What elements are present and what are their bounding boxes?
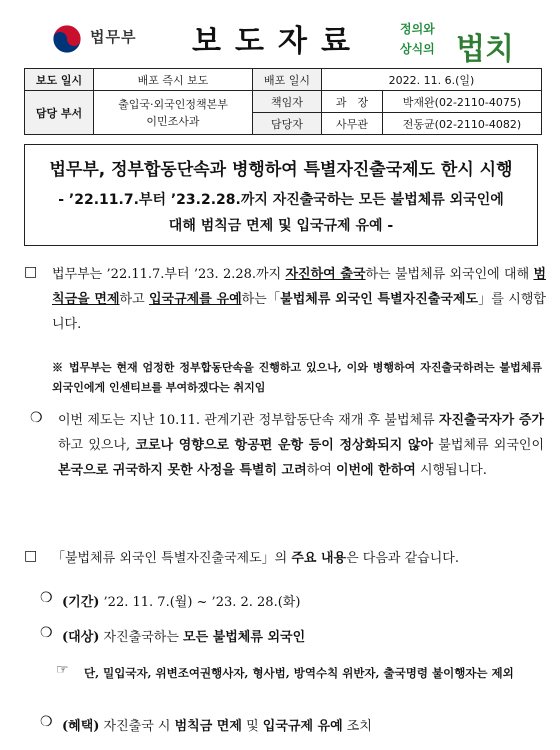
emphasis-run: 자진하여 출국 <box>285 267 366 282</box>
press-header <box>20 14 544 68</box>
emphasis-run: 불법체류 외국인 특별자진출국제도 <box>280 292 478 307</box>
text-run: 하여 <box>306 463 336 478</box>
item-label: (대상) <box>62 630 100 645</box>
ministry-name: 법무부 <box>90 28 137 46</box>
headline: 법무부, 정부합동단속과 병행하여 특별자진출국제도 한시 시행 <box>49 160 513 180</box>
text-run: 은 다음과 같습니다. <box>346 551 459 566</box>
item-benefit <box>62 715 372 734</box>
note-text: ※ 법무부는 현재 엄정한 정부합동단속을 진행하고 있으나, 이와 병행하여 자진출국하려는 불법체류 외국인에게 인센티브를 부여하겠다는 취지임 <box>52 361 542 394</box>
headline-box <box>24 144 538 246</box>
circle-bullet-icon: ❍ <box>40 714 53 730</box>
emphasis-run: 입국규제를 유예 <box>148 292 242 307</box>
release-info-table <box>24 68 542 135</box>
resp-contact: 박재완(02-2110-4075) <box>383 91 542 113</box>
dist-label: 배포 일시 <box>253 69 322 91</box>
exception-note: 단, 밀입국자, 위변조여권행사자, 형사범, 방역수칙 위반자, 출국명령 불이행자는 제외 <box>84 666 514 680</box>
emphasis-run: 본국으로 귀국하지 못한 사정을 특별히 고려 <box>58 463 307 478</box>
dept-line2: 이민조사과 <box>146 114 200 128</box>
text-run: 하는 불법체류 외국인에 대해 <box>365 267 534 282</box>
emphasis-run: 자진출국자가 증가 <box>438 413 544 428</box>
item-label: (혜택) <box>62 719 100 734</box>
pointing-hand-icon: ☞ <box>56 662 69 678</box>
slogan-logo <box>386 18 536 67</box>
mgr-contact: 전동균(02-2110-4082) <box>383 113 542 135</box>
emphasis-run: 범칙금을 면제 <box>52 267 547 307</box>
subheadline-line2: 대해 범칙금 면제 및 입국규제 유예 - <box>168 218 394 234</box>
government-emblem-icon <box>52 24 82 54</box>
slogan-big: 법치 <box>456 32 514 67</box>
item-text: 자진출국하는 <box>99 630 184 645</box>
date-value: 배포 즉시 보도 <box>94 69 253 91</box>
item-target <box>62 626 305 645</box>
mgr-label: 담당자 <box>253 113 322 135</box>
emphasis-run: 이번에 한하여 <box>335 463 416 478</box>
item-text: 조치 <box>342 719 372 734</box>
paragraph-intro <box>52 262 546 337</box>
resp-label: 책임자 <box>253 91 322 113</box>
item-text: ’22. 11. 7.(월) ~ ’23. 2. 28.(화) <box>99 595 301 610</box>
mgr-title: 사무관 <box>322 113 383 135</box>
text-run: 하는「 <box>241 292 281 307</box>
text-run: 」를 시행합니다. <box>52 292 546 332</box>
item-emphasis: 모든 불법체류 외국인 <box>183 630 306 645</box>
press-release-title: 보도자료 <box>192 24 364 59</box>
emphasis-run: 코로나 영향으로 항공편 운항 등이 정상화되지 않아 <box>135 438 434 453</box>
dept-value <box>94 91 253 135</box>
item-text: 및 <box>241 719 263 734</box>
resp-title: 과 장 <box>322 91 383 113</box>
item-label: (기간) <box>62 595 100 610</box>
text-run: 불법체류 외국인이 <box>433 438 545 453</box>
slogan-line1: 정의와 <box>400 22 435 36</box>
text-run: 하고 있으나, <box>58 438 136 453</box>
text-run: 이번 제도는 지난 10.11. 관계기관 정부합동단속 재개 후 불법체류 <box>58 413 439 428</box>
circle-bullet-icon: ❍ <box>30 410 43 426</box>
circle-bullet-icon: ❍ <box>40 625 53 641</box>
text-run: 시행됩니다. <box>415 463 487 478</box>
dept-label: 담당 부서 <box>25 91 94 135</box>
text-run: 「불법체류 외국인 특별자진출국제도」의 <box>52 551 292 566</box>
date-label: 보도 일시 <box>25 69 94 91</box>
emphasis-run: 주요 내용 <box>291 551 347 566</box>
circle-bullet-icon: ❍ <box>40 590 53 606</box>
item-period <box>62 591 300 610</box>
item-text: 자진출국 시 <box>99 719 175 734</box>
text-run: 법무부는 ’22.11.7.부터 ’23. 2.28.까지 <box>52 267 286 282</box>
item-emphasis: 범칙금 면제 <box>174 719 242 734</box>
square-bullet-icon: □ <box>24 548 38 564</box>
paragraph-background <box>58 408 544 483</box>
subheadline-line1: - ’22.11.7.부터 ’23.2.28.까지 자진출국하는 모든 불법체류 외국인에 <box>58 192 504 208</box>
dept-line1: 출입국·외국인정책본부 <box>118 97 228 111</box>
dist-value: 2022. 11. 6.(일) <box>322 69 542 91</box>
slogan-line2: 상식의 <box>400 42 435 56</box>
square-bullet-icon: □ <box>24 264 38 280</box>
text-run: 하고 <box>119 292 149 307</box>
item-emphasis: 입국규제 유예 <box>262 719 343 734</box>
section-main-content <box>52 546 546 571</box>
